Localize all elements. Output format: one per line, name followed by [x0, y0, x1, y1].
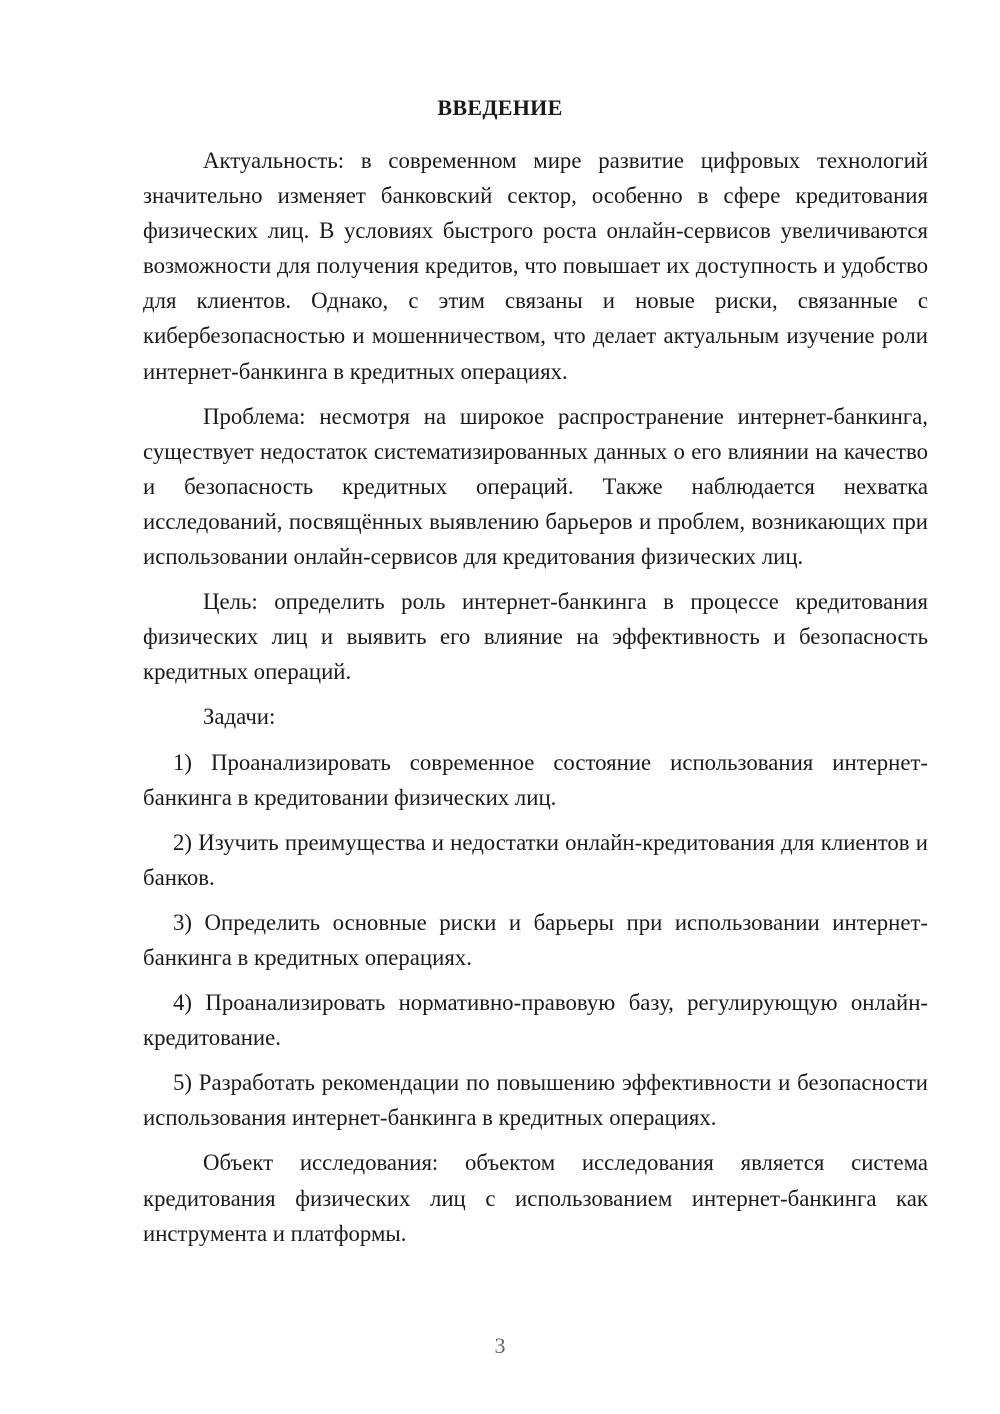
task-item-5: 5) Разработать рекомендации по повышению эффективности и безопасности использования интернет-банкинга в кредитных операциях.	[143, 1070, 928, 1131]
task-item-1: 1) Проанализировать современное состояние использования интернет-банкинга в кредитовании физических лиц.	[143, 749, 928, 810]
section-heading: ВВЕДЕНИЕ	[437, 95, 563, 120]
task-item-4: 4) Проанализировать нормативно-правовую базу, регулирующую онлайн-кредитование.	[143, 990, 928, 1051]
tasks-heading: Задачи:	[203, 704, 276, 730]
paragraph-goal: Цель: определить роль интернет-банкинга в процессе кредитования физических лиц и выявить его влияние на эффективность и безопасность кредитных операций.	[143, 589, 928, 685]
page-number: 3	[494, 1333, 506, 1358]
paragraph-relevance: Актуальность: в современном мире развитие цифровых технологий значительно изменяет банковский сектор, особенно в сфере кредитования физических лиц. В условиях быстрого роста онлайн-сервисов увеличиваются возможности для получения кредитов, что повышает их доступность и удобство для клиентов. Однако, с этим связаны и новые риски, связанные с кибербезопасностью и мошенничеством, что делает актуальным изучение роли интернет-банкинга в кредитных операциях.	[143, 148, 928, 384]
task-item-3: 3) Определить основные риски и барьеры при использовании интернет-банкинга в кредитных операциях.	[143, 909, 928, 970]
body-text	[143, 143, 928, 1261]
paragraph-object: Объект исследования: объектом исследования является система кредитования физических лиц с использованием интернет-банкинга как инструмента и платформы.	[143, 1150, 928, 1246]
task-item-2: 2) Изучить преимущества и недостатки онлайн-кредитования для клиентов и банков.	[143, 829, 928, 890]
paragraph-problem: Проблема: несмотря на широкое распространение интернет-банкинга, существует недостаток систематизированных данных о его влиянии на качество и безопасность кредитных операций. Также наблюдается нехватка исследований, посвящённых выявлению барьеров и проблем, возникающих при использовании онлайн-сервисов для кредитования физических лиц.	[143, 403, 928, 570]
